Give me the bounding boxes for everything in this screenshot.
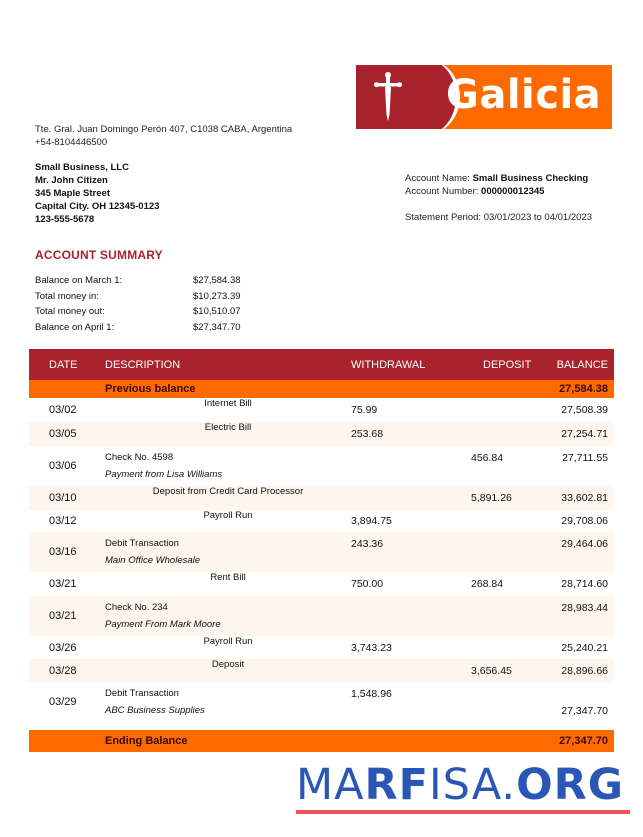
row-date: 03/16 [49,546,77,558]
row-description [105,510,351,532]
row-desc-text: Rent Bill [210,572,246,583]
client-address-block [35,161,159,226]
summary-label: Total money in: [35,290,99,302]
account-name-label: Account Name: [405,173,470,184]
row-desc-text: Check No. 4598 [105,452,174,463]
row-deposit [463,532,544,572]
row-balance: 27,254.71 [561,428,608,440]
client-street: 345 Maple Street [35,188,110,199]
account-summary-title: ACCOUNT SUMMARY [35,248,163,262]
account-name-line [405,172,592,185]
row-desc-text: Internet Bill [204,398,252,409]
row-balance: 28,714.60 [561,578,608,590]
row-date: 03/06 [49,460,77,472]
row-desc-text: Payroll Run [203,636,253,647]
row-deposit [463,422,544,446]
row-balance: 33,602.81 [561,492,608,504]
row-deposit [463,398,544,422]
summary-row [35,289,241,305]
row-withdrawal: 3,894.75 [351,515,392,527]
table-row [29,446,614,486]
row-desc-text: Deposit from Credit Card Processor [152,486,304,497]
row-desc-text: Deposit [211,659,245,670]
transactions-table [29,349,614,752]
table-row [29,398,614,422]
account-number-label: Account Number: [405,186,479,197]
row-withdrawal: 243.36 [351,538,384,550]
row-description [105,682,351,722]
row-description [105,398,351,422]
row-deposit [463,510,544,532]
row-desc-subtext: Main Office Wholesale [105,555,201,566]
row-withdrawal [351,596,463,636]
row-withdrawal: 750.00 [351,578,384,590]
row-desc-text: Check No. 234 [105,602,168,613]
ending-balance-value: 27,347.70 [559,735,608,747]
bank-address-block [35,123,292,149]
table-row [29,532,614,572]
row-withdrawal: 75.99 [351,404,378,416]
row-balance: 27,508.39 [561,404,608,416]
row-withdrawal [351,486,463,510]
row-deposit [463,596,544,636]
table-row [29,682,614,722]
table-row [29,510,614,532]
header-deposit: DEPOSIT [483,358,532,371]
header-date: DATE [49,358,78,371]
row-description [105,446,351,486]
row-deposit: 456.84 [471,452,504,464]
row-withdrawal [351,659,463,682]
summary-row [35,320,241,336]
row-description [105,659,351,682]
dagger-icon [374,71,402,123]
table-row [29,596,614,636]
row-description [105,636,351,659]
row-date: 03/26 [49,641,77,654]
marfisa-watermark [296,762,632,814]
row-desc-text: Debit Transaction [105,688,179,699]
watermark-underline [296,810,630,814]
client-company: Small Business, LLC [35,162,129,173]
row-desc-text: Electric Bill [204,422,252,433]
row-balance: 29,708.06 [561,515,608,527]
galicia-logo [356,65,612,129]
account-name-value: Small Business Checking [472,173,589,184]
row-balance: 29,464.06 [561,538,608,550]
row-desc-subtext: Payment from Lisa Williams [105,469,223,480]
summary-label: Balance on April 1: [35,321,115,333]
statement-period-line [405,211,592,224]
summary-value: $27,584.38 [193,275,241,287]
row-date: 03/21 [49,578,77,590]
table-row [29,486,614,510]
summary-value: $10,273.39 [193,290,241,302]
row-deposit: 3,656.45 [471,664,512,677]
previous-balance-value: 27,584.38 [559,383,608,395]
client-city: Capital City. OH 12345-0123 [35,201,160,212]
statement-period-value: 03/01/2023 to 04/01/2023 [483,212,592,223]
summary-row [35,273,241,289]
row-description [105,532,351,572]
bank-phone: +54-8104446500 [35,137,108,148]
row-withdrawal: 1,548.96 [351,688,392,700]
row-balance: 28,896.66 [561,664,608,677]
row-desc-text: Debit Transaction [105,538,179,549]
row-deposit [463,682,544,722]
table-row [29,659,614,682]
table-row [29,572,614,596]
account-info [405,172,592,224]
account-number-value: 000000012345 [481,186,545,197]
row-date: 03/10 [49,492,77,504]
row-desc-subtext: Payment From Mark Moore [105,619,221,630]
watermark-text [296,762,632,808]
row-deposit [463,636,544,659]
header-description: DESCRIPTION [105,358,181,371]
row-description [105,596,351,636]
ending-balance-label: Ending Balance [105,735,188,747]
summary-label: Balance on March 1: [35,275,123,287]
row-description [105,572,351,596]
summary-row [35,304,241,320]
account-number-line [405,185,592,198]
watermark-part-bold: ORG [516,760,625,810]
row-description [105,486,351,510]
row-withdrawal: 3,743.23 [351,641,392,654]
table-row [29,422,614,446]
row-date: 03/02 [49,404,77,416]
previous-balance-row [29,380,614,398]
row-withdrawal [351,446,463,486]
row-balance: 25,240.21 [561,641,608,654]
client-name: Mr. John Citizen [35,175,108,186]
row-desc-subtext: ABC Business Supplies [105,705,205,716]
summary-label: Total money out: [35,306,105,318]
account-summary [35,273,241,335]
previous-balance-label: Previous balance [105,383,196,395]
watermark-part-bold: RF [364,760,429,810]
row-balance: 28,983.44 [561,602,608,614]
watermark-part: ISA. [429,760,517,810]
row-balance: 27,347.70 [561,705,608,717]
row-date: 03/12 [49,515,77,527]
header-withdrawal: WITHDRAWAL [351,358,426,371]
row-desc-text: Payroll Run [203,510,253,521]
summary-value: $27,347.70 [193,321,241,333]
row-balance: 27,711.55 [562,452,608,464]
row-deposit: 268.84 [471,578,504,590]
watermark-part: MA [296,760,365,810]
summary-value: $10,510.07 [193,306,241,318]
statement-period-label: Statement Period: [405,212,482,223]
row-withdrawal: 253.68 [351,428,384,440]
row-description [105,422,351,446]
ending-balance-row [29,730,614,752]
row-deposit: 5,891.26 [471,492,512,504]
row-date: 03/21 [49,610,77,622]
row-date: 03/29 [49,696,77,708]
header-balance: BALANCE [556,358,608,371]
logo-wordmark: Galicia [446,72,602,118]
table-header [29,349,614,380]
client-phone: 123-555-5678 [35,214,95,225]
row-date: 03/28 [49,664,77,677]
row-date: 03/05 [49,428,77,440]
table-row [29,636,614,659]
bank-address: Tte. Gral. Juan Domingo Perón 407, C1038 CABA, Argentina [35,124,293,135]
